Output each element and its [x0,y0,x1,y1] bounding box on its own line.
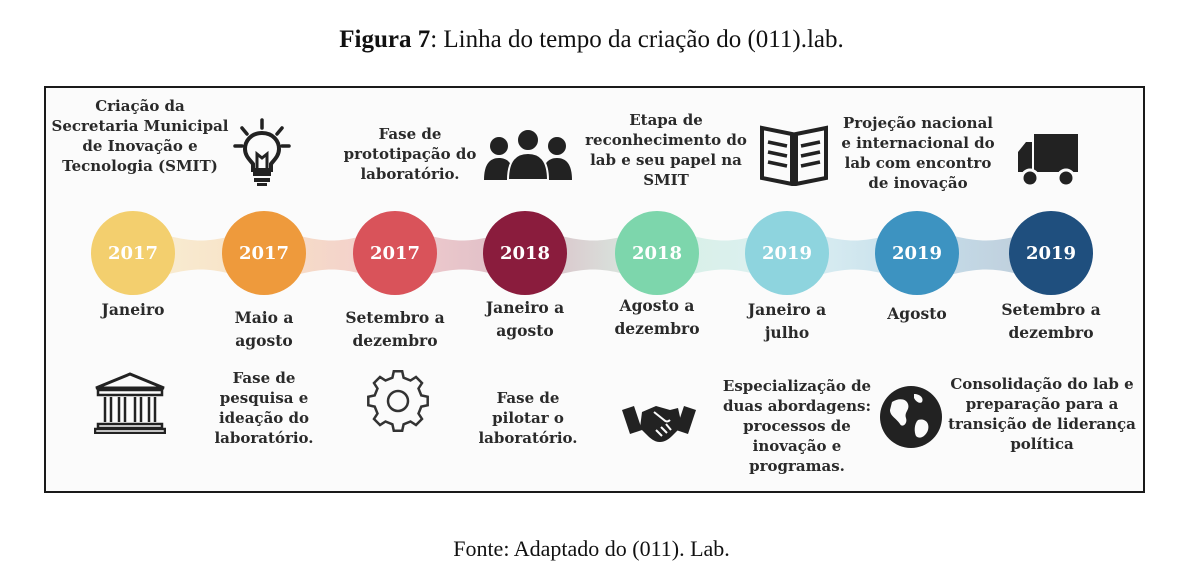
text-line: pilotar o [492,409,564,427]
text-line: Setembro a [1001,300,1101,319]
text-line: ideação do [218,409,310,427]
year-circle: 2019 [1009,211,1093,295]
text-line: Tecnologia (SMIT) [62,157,218,175]
text-line: prototipação do [343,145,477,163]
period-label [614,294,699,340]
milestone-description [52,96,229,176]
handshake-icon [620,400,698,446]
text-line: inovação e [752,437,842,455]
truck-icon [1016,132,1080,188]
period-label [1001,298,1100,344]
year-circle: 2017 [222,211,306,295]
gear-icon [367,370,429,432]
bank-icon [94,372,166,434]
milestone-description [585,110,747,190]
text-line: agosto [235,331,293,350]
text-line: Maio a [234,308,294,327]
year-circle: 2018 [615,211,699,295]
globe-icon [878,384,944,450]
text-line: Janeiro [101,300,165,319]
year-circle: 2018 [483,211,567,295]
year-circle: 2017 [91,211,175,295]
figure-caption [0,26,1183,54]
figure-source: Fonte: Adaptado do (011). Lab. [453,536,730,561]
text-line: Janeiro a [485,298,565,317]
text-line: laboratório. [478,429,578,447]
period-label [887,302,946,325]
text-line: Projeção nacional [842,114,994,132]
people-icon [482,126,574,180]
text-line: laboratório. [214,429,314,447]
text-line: lab com encontro [844,154,992,172]
text-line: SMIT [643,171,689,189]
text-line: Janeiro a [747,300,827,319]
text-line: programas. [749,457,845,475]
milestone-description [478,388,577,448]
text-line: política [1010,435,1074,453]
text-line: laboratório. [360,165,460,183]
year-circle: 2019 [745,211,829,295]
figure-title: : Linha do tempo da criação do (011).lab. [430,26,844,53]
milestone-description [841,113,994,193]
text-line: Secretaria Municipal [51,117,229,135]
milestone-description [214,368,313,448]
text-line: transição de liderança [948,415,1136,433]
text-line: Fase de [232,369,296,387]
milestone-description [948,374,1136,454]
text-line: Fase de [496,389,560,407]
period-label [102,298,165,321]
text-line: duas abordagens: [722,397,872,415]
year-circle: 2019 [875,211,959,295]
figure-label: Figura 7 [339,26,431,53]
text-line: dezembro [352,331,438,350]
text-line: pesquisa e [219,389,309,407]
book-icon [760,124,828,186]
text-line: preparação para a [965,395,1119,413]
text-line: julho [764,323,810,342]
text-line: de inovação [868,174,968,192]
text-line: agosto [496,321,554,340]
lightbulb-icon [232,118,292,188]
period-label [486,296,564,342]
text-line: de Inovação e [82,137,198,155]
text-line: dezembro [614,319,700,338]
text-line: Consolidação do lab e [950,375,1134,393]
text-line: Fase de [378,125,442,143]
text-line: processos de [743,417,851,435]
text-line: Etapa de [629,111,703,129]
year-circle: 2017 [353,211,437,295]
text-line: Especialização de [722,377,872,395]
milestone-description [344,124,477,184]
period-label [748,298,826,344]
text-line: e internacional do [841,134,995,152]
text-line: lab e seu papel na [590,151,742,169]
milestone-description [723,376,871,476]
period-label [235,306,294,352]
text-line: Criação da [95,97,185,115]
text-line: dezembro [1008,323,1094,342]
text-line: Agosto a [619,296,695,315]
text-line: Agosto [887,304,947,323]
text-line: Setembro a [345,308,445,327]
period-label [345,306,444,352]
text-line: reconhecimento do [585,131,747,149]
